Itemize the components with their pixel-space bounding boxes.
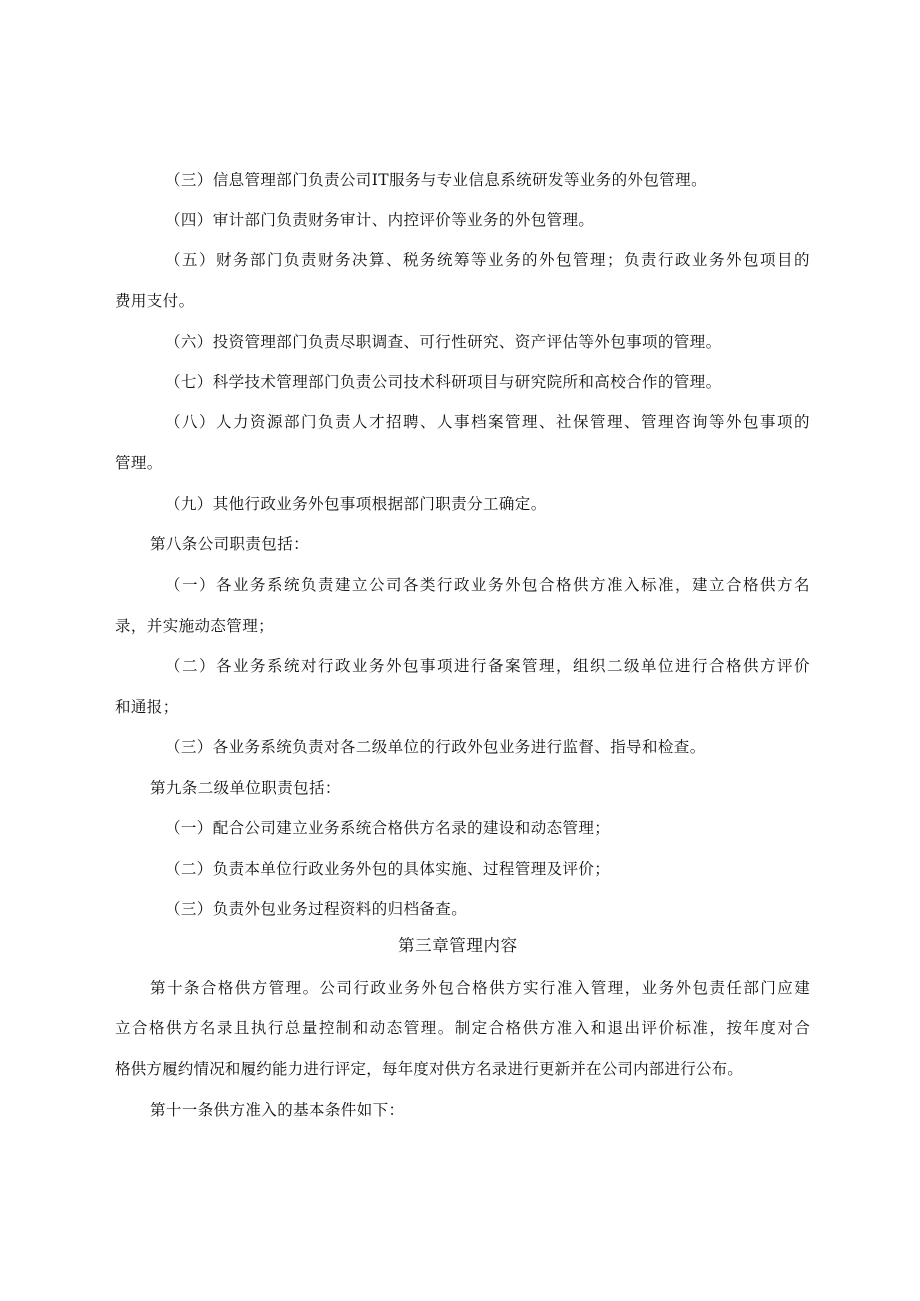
- item-9-other: （九）其他行政业务外包事项根据部门职责分工确定。: [165, 495, 547, 513]
- item-7-technology: （七）科学技术管理部门负责公司技术科研项目与研究院所和高校合作的管理。: [165, 373, 722, 391]
- article-10-line-3: 格供方履约情况和履约能力进行评定，每年度对供方名录进行更新并在公司内部进行公布。: [115, 1060, 744, 1078]
- article-8-item-2-line-2: 和通报；: [115, 698, 179, 716]
- item-5-finance-line-1: （ 五 ） 财 务 部 门 负 责 财 务 决 算 、 税 务 统 筹 等 业 务 的 外 包 管 理 ； 负 责 行 政 业 务 外 包 项 目 的: [165, 251, 810, 269]
- article-11-title: 第十一条供方准入的基本条件如下：: [150, 1101, 405, 1119]
- article-8-item-2-line-1: （ 二 ） 各 业 务 系 统 对 行 政 业 务 外 包 事 项 进 行 备 案 管 理 ， 组 织 二 级 单 位 进 行 合 格 供 方 评 价: [165, 657, 810, 675]
- article-8-title: 第八条公司职责包括：: [150, 535, 310, 553]
- article-10-line-2: 立 合 格 供 方 名 录 且 执 行 总 量 控 制 和 动 态 管 理 。 制 定 合 格 供 方 准 入 和 退 出 评 价 标 准 ， 按 年 度 对 合: [115, 1019, 810, 1037]
- item-6-investment: （六）投资管理部门负责尽职调查、可行性研究、资产评估等外包事项的管理。: [165, 333, 722, 351]
- item-4-audit: （四）审计部门负责财务审计、内控评价等业务的外包管理。: [165, 211, 595, 229]
- item-3-it-management: （三）信息管理部门负责公司IT服务与专业信息系统研发等业务的外包管理。: [165, 171, 707, 189]
- article-10-line-1: 第 十 条 合 格 供 方 管 理 。 公 司 行 政 业 务 外 包 合 格 供 方 实 行 准 入 管 理 ， 业 务 外 包 责 任 部 门 应 建: [150, 979, 810, 997]
- article-9-item-1: （一）配合公司建立业务系统合格供方名录的建设和动态管理；: [165, 819, 611, 837]
- article-9-title: 第九条二级单位职责包括：: [150, 779, 341, 797]
- article-9-item-3: （三）负责外包业务过程资料的归档备查。: [165, 900, 468, 918]
- item-8-hr-line-2: 管理。: [115, 454, 163, 472]
- item-5-finance-line-2: 费用支付。: [115, 292, 195, 310]
- chapter-three-heading: 第三章管理内容: [398, 936, 518, 955]
- article-8-item-1-line-2: 录，并实施动态管理；: [115, 617, 275, 635]
- article-8-item-1-line-1: （ 一 ） 各 业 务 系 统 负 责 建 立 公 司 各 类 行 政 业 务 外 包 合 格 供 方 准 入 标 准 ， 建 立 合 格 供 方 名: [165, 576, 810, 594]
- article-8-item-3: （三）各业务系统负责对各二级单位的行政外包业务进行监督、指导和检查。: [165, 738, 706, 756]
- article-9-item-2: （二）负责本单位行政业务外包的具体实施、过程管理及评价；: [165, 860, 611, 878]
- item-8-hr-line-1: （ 八 ） 人 力 资 源 部 门 负 责 人 才 招 聘 、 人 事 档 案 管 理 、 社 保 管 理 、 管 理 咨 询 等 外 包 事 项 的: [165, 413, 810, 431]
